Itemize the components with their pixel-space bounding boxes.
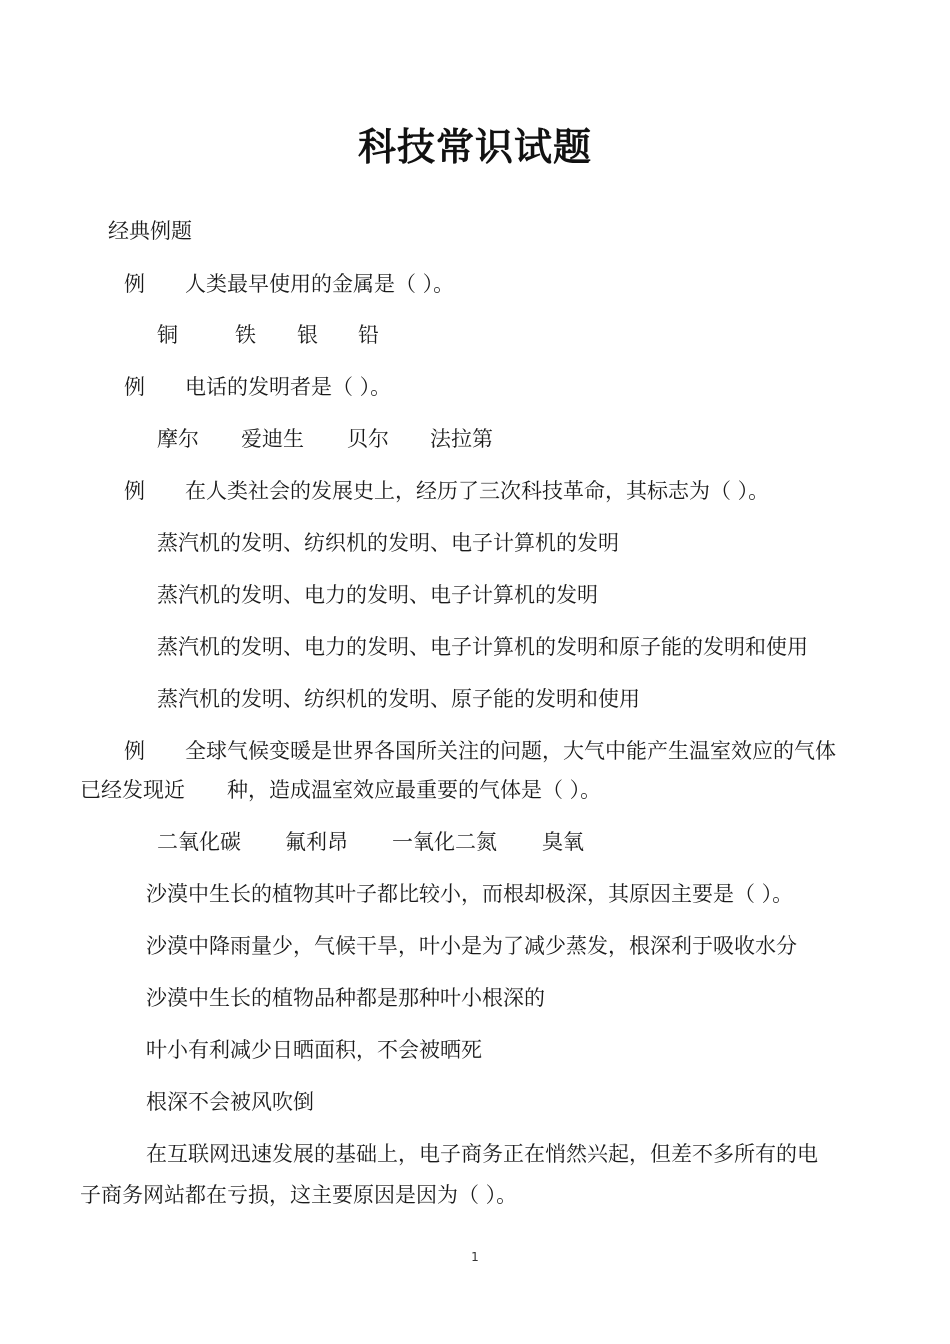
option: 臭氧 xyxy=(542,830,584,854)
question-6-text-line1: 在互联网迅速发展的基础上，电子商务正在悄然兴起，但差不多所有的电 xyxy=(146,1142,818,1166)
option: 贝尔 xyxy=(347,427,389,451)
question-3-option: 蒸汽机的发明、纺织机的发明、原子能的发明和使用 xyxy=(157,687,640,711)
page-title: 科技常识试题 xyxy=(357,125,592,169)
question-1-label: 例 xyxy=(124,272,145,296)
question-5-text: 沙漠中生长的植物其叶子都比较小，而根却极深，其原因主要是（ ）。 xyxy=(146,882,794,906)
section-heading: 经典例题 xyxy=(108,219,192,243)
option: 二氧化碳 xyxy=(157,830,241,854)
question-4-label: 例 xyxy=(124,739,145,763)
option: 法拉第 xyxy=(430,427,493,451)
option: 一氧化二氮 xyxy=(392,830,497,854)
option: 爱迪生 xyxy=(241,427,304,451)
question-4-text-line1: 全球气候变暖是世界各国所关注的问题，大气中能产生温室效应的气体 xyxy=(185,739,836,763)
question-5-option: 根深不会被风吹倒 xyxy=(146,1090,314,1114)
question-6-text-line2: 子商务网站都在亏损，这主要原因是因为（ ）。 xyxy=(80,1183,518,1207)
question-2-text: 电话的发明者是（ ）。 xyxy=(185,375,392,399)
question-4-text-line2: 已经发现近 种，造成温室效应最重要的气体是（ ）。 xyxy=(80,778,602,802)
question-5-option: 叶小有利减少日晒面积，不会被晒死 xyxy=(146,1038,482,1062)
question-5-option: 沙漠中降雨量少，气候干旱，叶小是为了减少蒸发，根深利于吸收水分 xyxy=(146,934,797,958)
question-3-option: 蒸汽机的发明、纺织机的发明、电子计算机的发明 xyxy=(157,531,619,555)
question-3-option: 蒸汽机的发明、电力的发明、电子计算机的发明 xyxy=(157,583,598,607)
option: 银 xyxy=(297,323,318,347)
option: 铅 xyxy=(358,323,379,347)
option: 摩尔 xyxy=(157,427,199,451)
question-3-text: 在人类社会的发展史上，经历了三次科技革命，其标志为（ ）。 xyxy=(185,479,770,503)
question-2-label: 例 xyxy=(124,375,145,399)
question-1-text: 人类最早使用的金属是（ ）。 xyxy=(185,272,455,296)
question-3-label: 例 xyxy=(124,479,145,503)
question-5-option: 沙漠中生长的植物品种都是那种叶小根深的 xyxy=(146,986,545,1010)
page-number: 1 xyxy=(471,1250,479,1264)
question-3-option: 蒸汽机的发明、电力的发明、电子计算机的发明和原子能的发明和使用 xyxy=(157,635,808,659)
option: 氟利昂 xyxy=(285,830,348,854)
option: 铁 xyxy=(235,323,256,347)
option: 铜 xyxy=(157,323,178,347)
